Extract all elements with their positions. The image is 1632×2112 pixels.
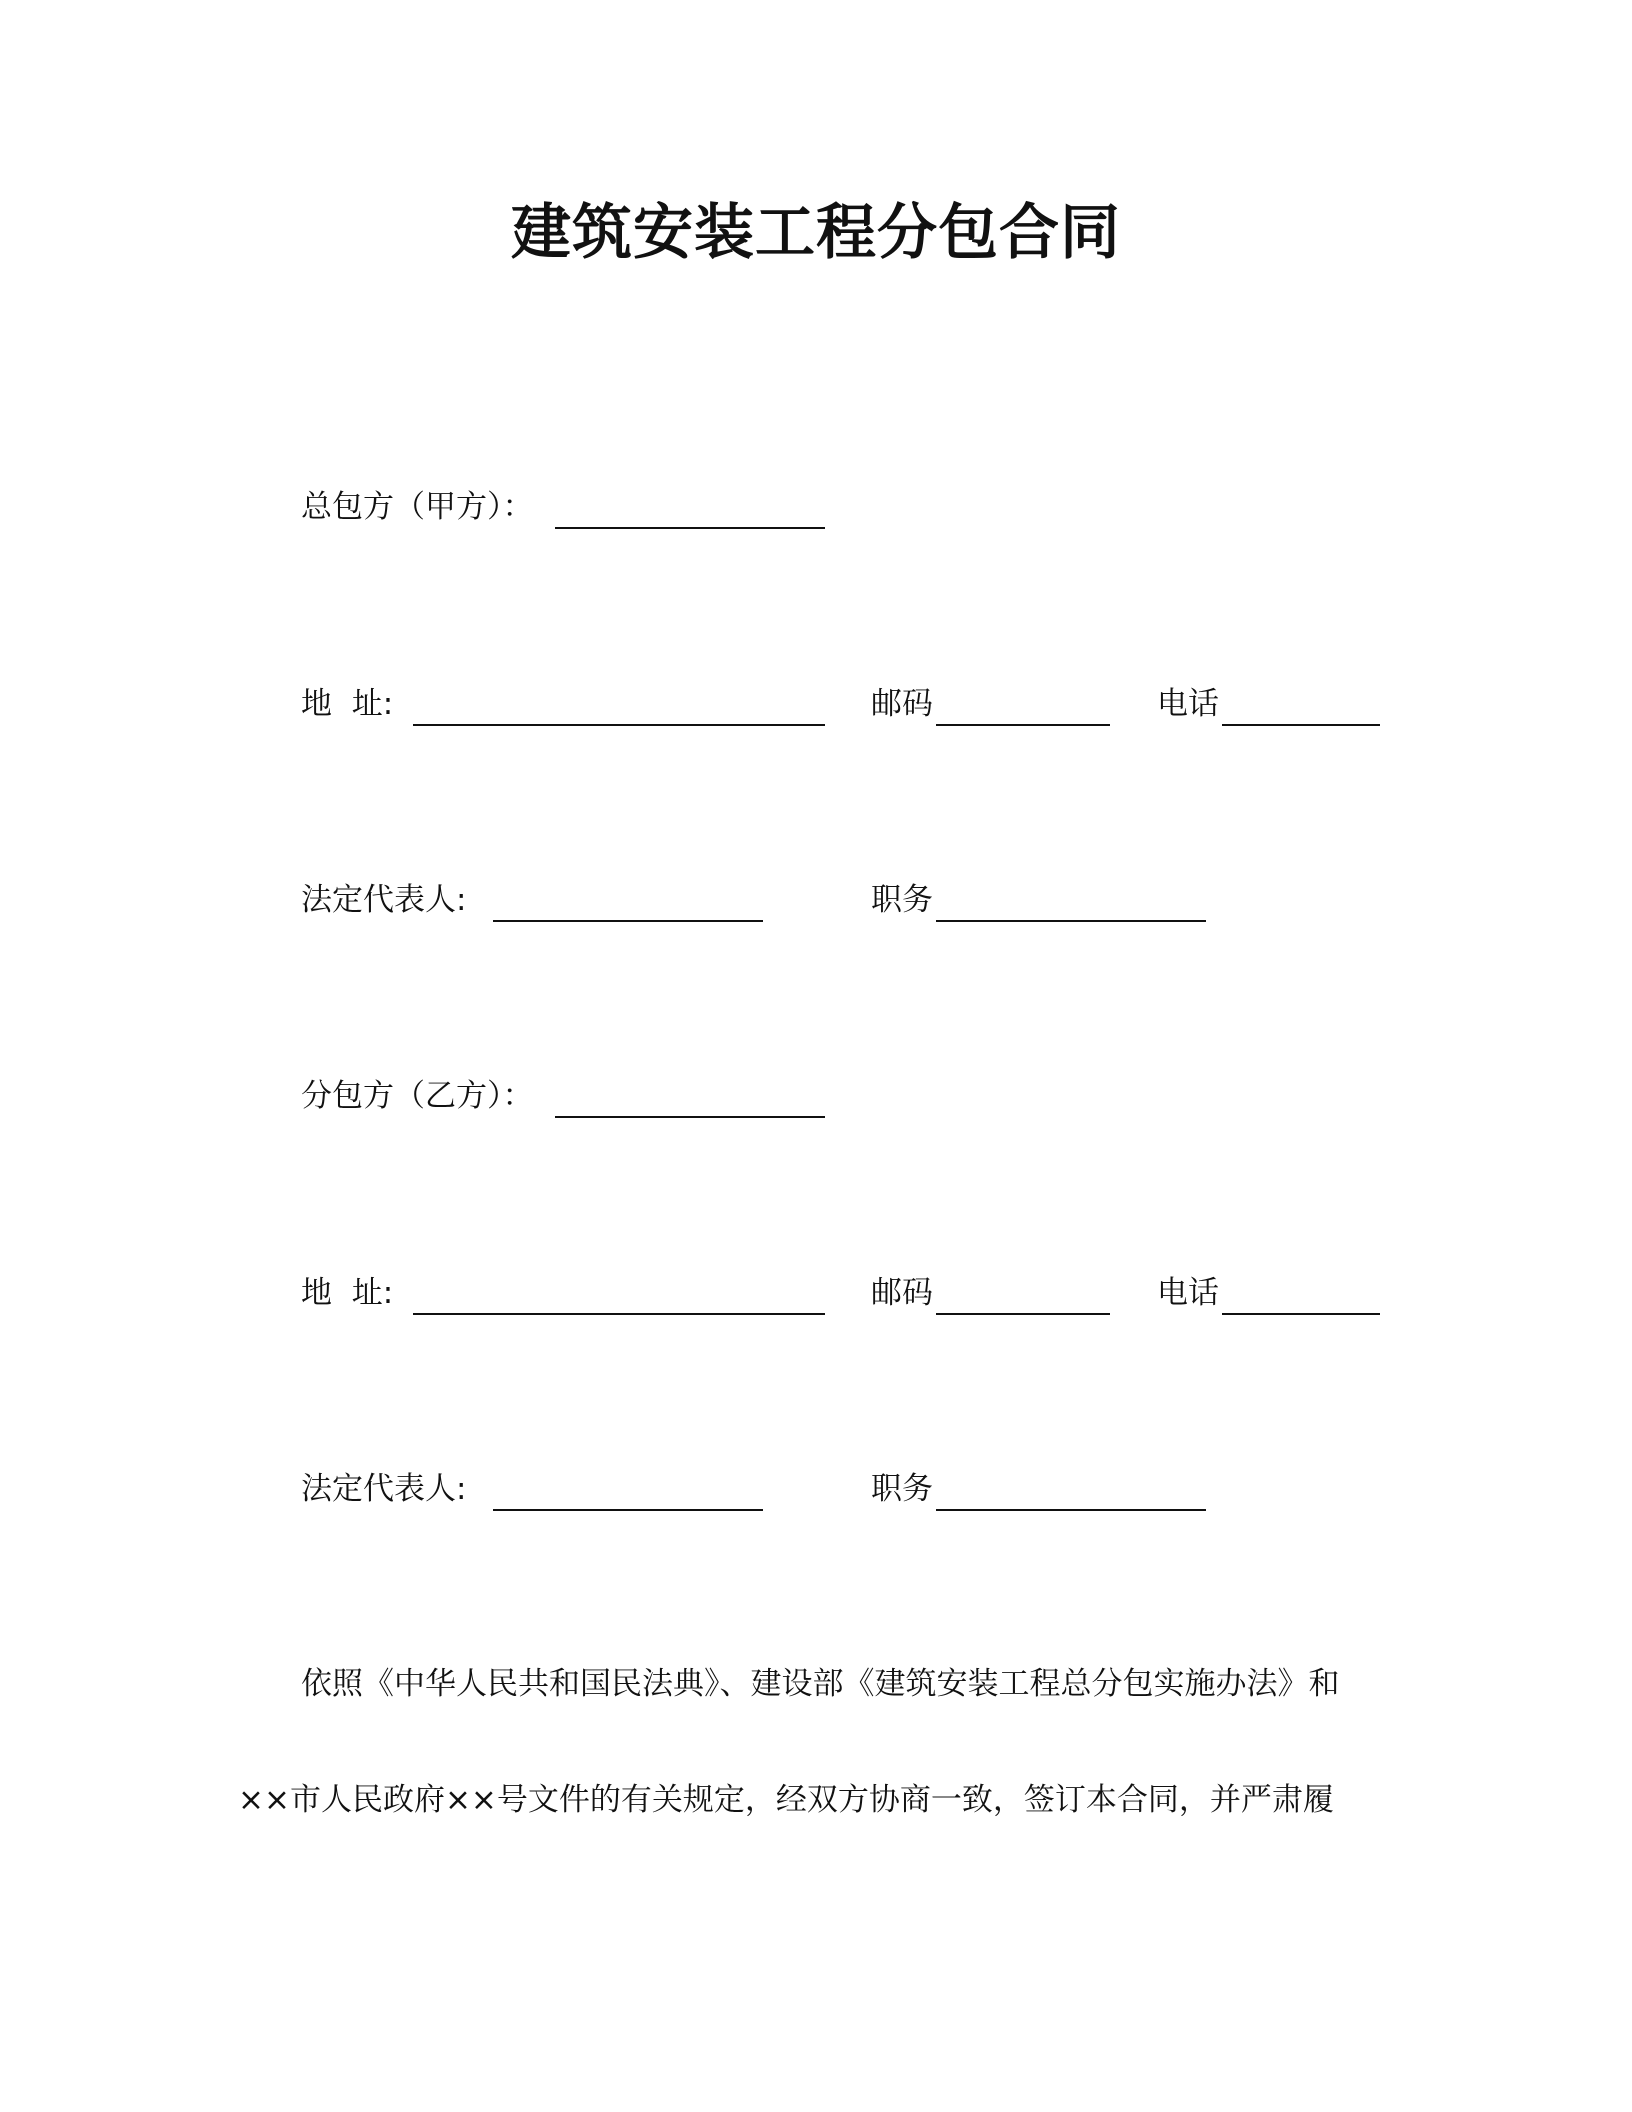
party-b-address-field[interactable] [413,1271,825,1315]
party-a-legal-rep-label: 法定代表人: [301,882,467,918]
party-a-position-field[interactable] [936,878,1206,922]
party-a-heading-label: 总包方（甲方）： [301,489,534,525]
party-a-position-label: 职务 [871,882,933,918]
party-a-heading-row [0,485,1632,529]
party-a-postcode-label: 邮码 [871,686,933,722]
party-b-position-label: 职务 [871,1471,933,1507]
party-b-legal-rep-row [0,1467,1632,1511]
preamble-line-2: ××市人民政府××号文件的有关规定，经双方协商一致，签订本合同，并严肃履 [238,1782,1334,1818]
party-a-legal-rep-row [0,878,1632,922]
party-a-phone-field[interactable] [1222,682,1380,726]
party-a-name-field[interactable] [555,485,825,529]
party-b-address-row [0,1271,1632,1315]
party-b-heading-label: 分包方（乙方）： [301,1078,534,1114]
party-b-phone-label: 电话 [1157,1275,1219,1311]
party-b-legal-rep-label: 法定代表人: [301,1471,467,1507]
party-b-postcode-label: 邮码 [871,1275,933,1311]
party-b-name-field[interactable] [555,1074,825,1118]
preamble-line-1: 依照《中华人民共和国民法典》、建设部《建筑安装工程总分包实施办法》和 [301,1666,1340,1702]
party-a-address-field[interactable] [413,682,825,726]
party-b-address-label: 地 址: [301,1275,394,1311]
party-a-address-label: 地 址: [301,686,394,722]
party-a-postcode-field[interactable] [936,682,1110,726]
party-b-phone-field[interactable] [1222,1271,1380,1315]
party-b-heading-row [0,1074,1632,1118]
document-title: 建筑安装工程分包合同 [511,198,1121,268]
party-a-legal-rep-field[interactable] [493,878,763,922]
party-a-address-row [0,682,1632,726]
party-a-phone-label: 电话 [1157,686,1219,722]
party-b-postcode-field[interactable] [936,1271,1110,1315]
party-b-position-field[interactable] [936,1467,1206,1511]
party-b-legal-rep-field[interactable] [493,1467,763,1511]
